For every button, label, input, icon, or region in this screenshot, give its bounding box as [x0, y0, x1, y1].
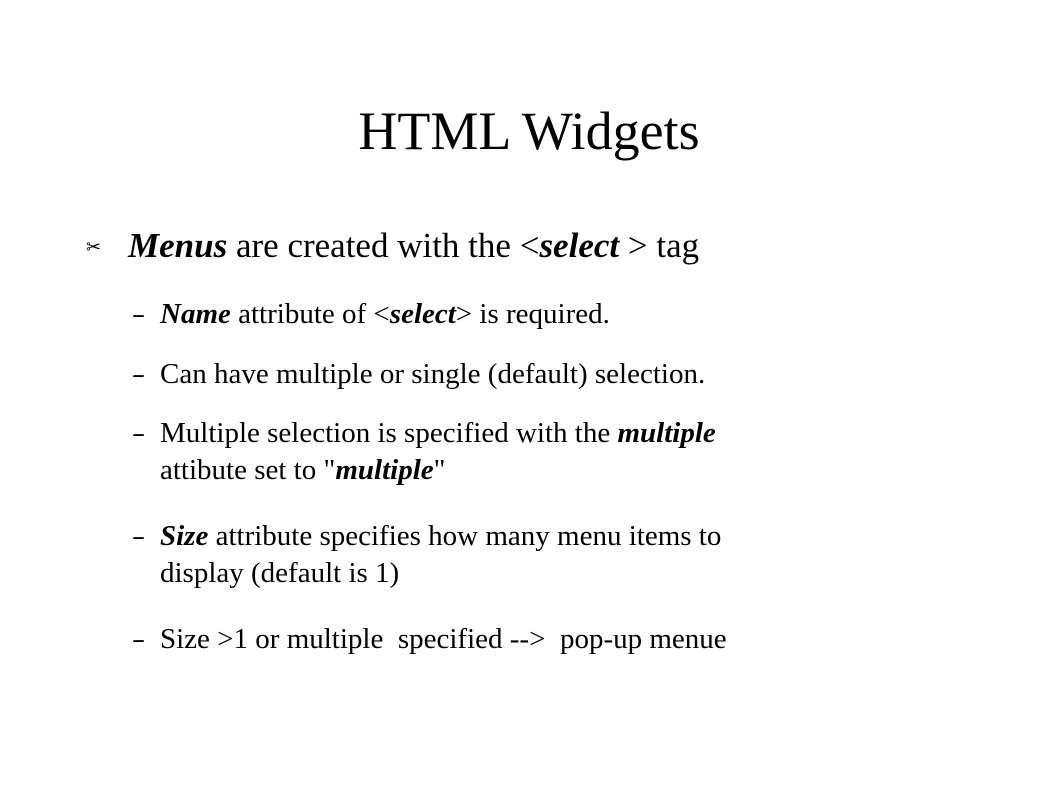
text-multiple-or-single: Can have multiple or single (default) selection.	[160, 358, 706, 390]
emphasis-multiple-value: multiple	[335, 454, 434, 486]
sub-bullet-popup-menue	[160, 621, 920, 658]
emphasis-multiple: multiple	[617, 417, 716, 449]
dash-bullet-icon: –	[132, 419, 145, 449]
dash-bullet-icon: –	[132, 625, 145, 655]
emphasis-size: Size	[160, 520, 209, 552]
sub-bullet-multiple-or-single	[160, 356, 920, 393]
line-1	[160, 518, 920, 555]
emphasis-name: Name	[160, 298, 231, 330]
emphasis-select-tag: select	[539, 226, 620, 265]
dash-bullet-icon: –	[132, 300, 145, 330]
text-multiple-selection: Multiple selection is specified with the	[160, 417, 618, 449]
emphasis-menus: Menus	[128, 226, 228, 265]
sub-bullet-name-attribute	[160, 296, 920, 333]
dash-bullet-icon: –	[132, 522, 145, 552]
text-attribute-of: attribute of <	[230, 298, 390, 330]
dash-bullet-icon: –	[132, 360, 145, 390]
sub-bullet-size-attribute	[160, 518, 920, 592]
text-size-specifies: attribute specifies how many menu items to	[208, 520, 722, 552]
emphasis-select: select	[389, 298, 456, 330]
scissors-bullet-icon: ✂	[86, 237, 102, 258]
text-created-with: are created with the <	[227, 226, 540, 265]
line-2	[160, 452, 920, 489]
text-is-required: > is required.	[455, 298, 610, 330]
line-2: display (default is 1)	[160, 557, 400, 589]
text-attibute-set-to: attibute set to "	[160, 454, 336, 486]
text-tag: > tag	[619, 226, 700, 265]
text-closing-quote: "	[433, 454, 446, 486]
sub-bullet-multiple-selection	[160, 415, 920, 489]
slide-title: HTML Widgets	[358, 101, 700, 161]
bullet-menus	[128, 223, 699, 269]
text-popup-menue: Size >1 or multiple specified --> pop-up menue	[160, 623, 727, 655]
line-1	[160, 415, 920, 452]
